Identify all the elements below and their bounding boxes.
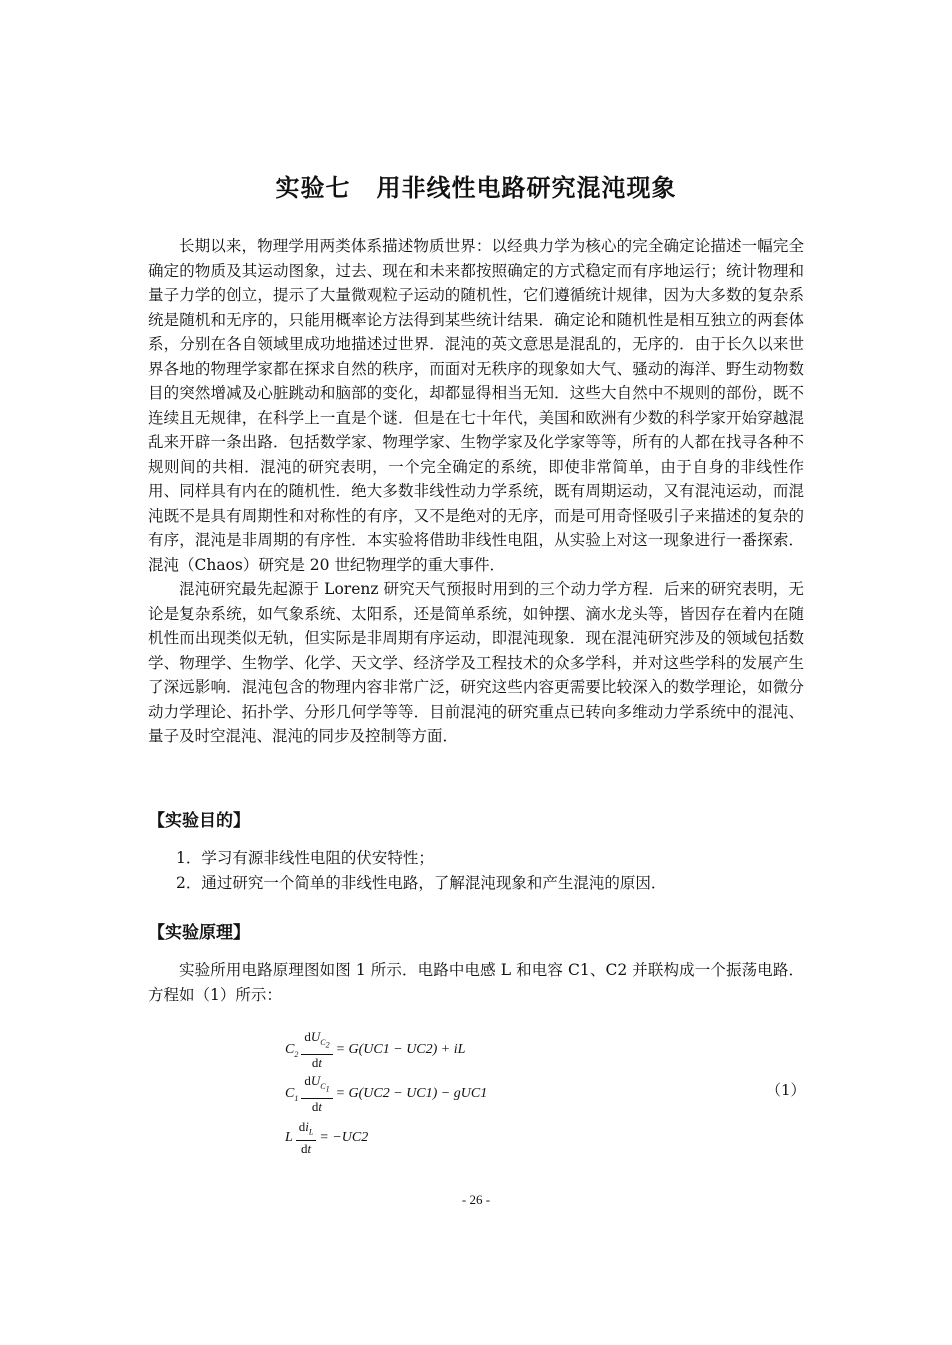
section-heading-principle: 【实验原理】 [148,923,250,943]
page-number: - 26 - [461,1192,491,1207]
equation-1: $C_2$ $\frac{dU_{C_2}}{dt}$ = G(UC1 − UC2) + iL [285,1029,466,1070]
equation-number: （1） [766,1081,806,1099]
list-item: 1．学习有源非线性电阻的伏安特性； [176,849,434,867]
equation-block [285,1028,615,1160]
equation-2-rhs: = G(UC2 − UC1) − gUC1 [335,1086,488,1101]
purpose-list [176,846,796,896]
equation-1-rhs: = G(UC1 − UC2) + iL [335,1042,466,1057]
section-heading-purpose: 【实验目的】 [148,811,250,831]
principle-section [148,958,804,1007]
intro-section [148,234,804,749]
intro-paragraph: 混沌研究最先起源于 Lorenz 研究天气预报时用到的三个动力学方程．后来的研究表明，无论是复杂系统，如气象系统、太阳系，还是简单系统，如钟摆、滴水龙头等，皆因存在着内在随机性而出现类似无轨，但实际是非周期有序运动，即混沌现象．现在混沌研究涉及的领域包括数学、物理学、生物学、化学、天文学、经济学及工程技术的众多学科，并对这些学科的发展产生了深远影响．混沌包含的物理内容非常广泛，研究这些内容更需要比较深入的数学理论，如微分动力学理论、拓扑学、分形几何学等等．目前混沌的研究重点已转向多维动力学系统中的混沌、量子及时空混沌、混沌的同步及控制等方面． [148,580,804,745]
equation-3: L $\frac{di_L}{dt}$ = −UC2 [285,1118,369,1157]
list-item: 2．通过研究一个简单的非线性电路，了解混沌现象和产生混沌的原因． [176,874,667,892]
principle-paragraph: 实验所用电路原理图如图 1 所示．电路中电感 L 和电容 C1、C2 并联构成一个振荡电路．方程如（1）所示： [148,961,804,1004]
experiment-number: 实验七 [275,174,351,202]
equation-2: $C_1$ $\frac{dU_{C_1}}{dt}$ = G(UC2 − UC1) − gUC1 [285,1073,488,1114]
intro-paragraph: 长期以来，物理学用两类体系描述物质世界：以经典力学为核心的完全确定论描述一幅完全确定的物质及其运动图象，过去、现在和未来都按照确定的方式稳定而有序地运行；统计物理和量子力学的创立，提示了大量微观粒子运动的随机性，它们遵循统计规律，因为大多数的复杂系统是随机和无序的，只能用概率论方法得到某些统计结果．确定论和随机性是相互独立的两套体系，分别在各自领域里成功地描述过世界．混沌的英文意思是混乱的，无序的．由于长久以来世界各地的物理学家都在探求自然的秩序，而面对无秩序的现象如大气、骚动的海洋、野生动物数目的突然增减及心脏跳动和脑部的变化，却都显得相当无知．这些大自然中不规则的部份，既不连续且无规律，在科学上一直是个谜．但是在七十年代，美国和欧洲有少数的科学家开始穿越混乱来开辟一条出路．包括数学家、物理学家、生物学家及化学家等等，所有的人都在找寻各种不规则间的共相．混沌的研究表明，一个完全确定的系统，即使非常简单，由于自身的非线性作用、同样具有内在的随机性．绝大多数非线性动力学系统，既有周期运动，又有混沌运动，而混沌既不是具有周期性和对称性的有序，又不是绝对的无序，而是可用奇怪吸引子来描述的复杂的有序，混沌是非周期的有序性．本实验将借助非线性电阻，从实验上对这一现象进行一番探索．混沌（Chaos）研究是 20 世纪物理学的重大事件． [148,237,804,574]
title-text: 用非线性电路研究混沌现象 [376,174,677,202]
equation-3-rhs: = −UC2 [319,1130,369,1145]
page-title [0,168,952,203]
